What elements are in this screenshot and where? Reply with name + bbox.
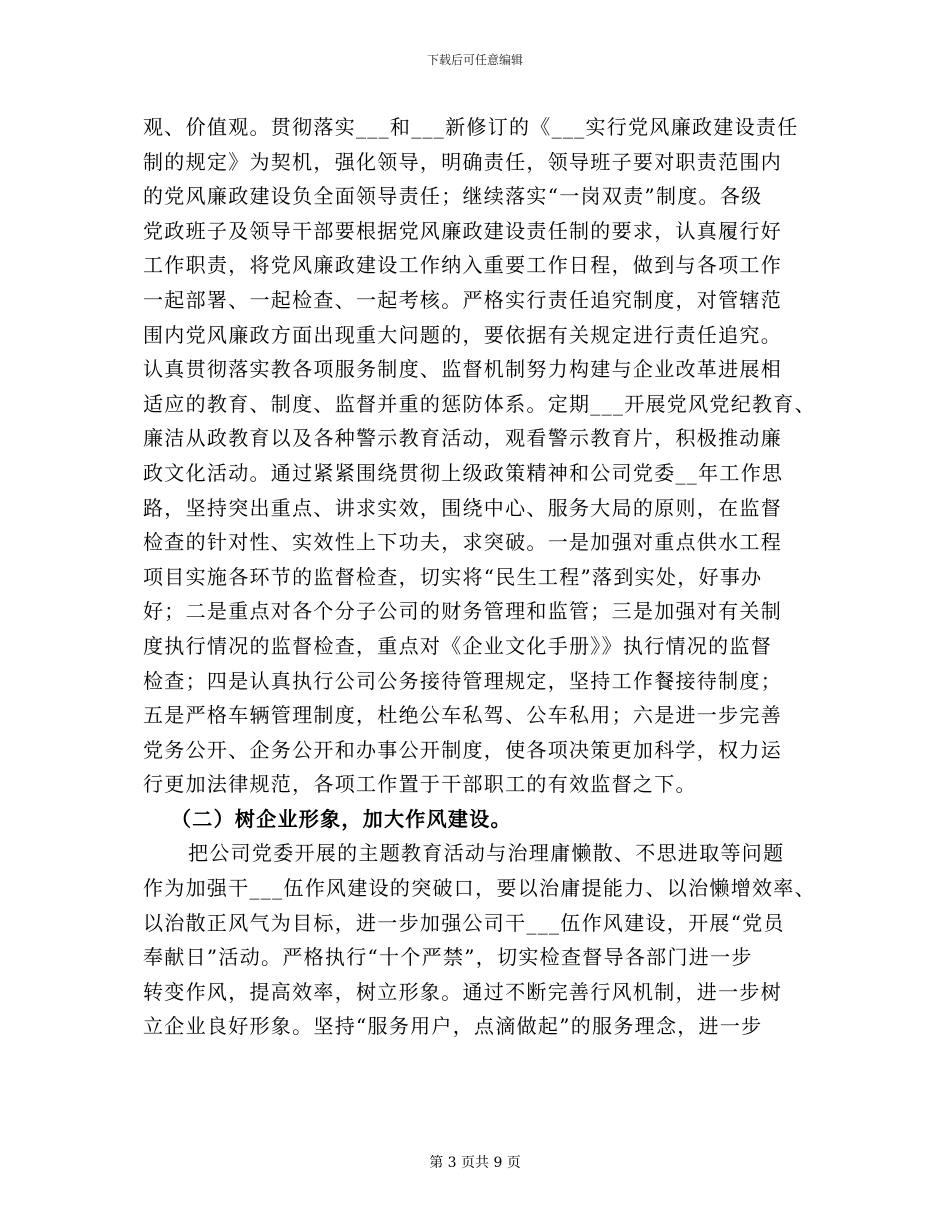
body-line: 转变作风，提高效率，树立形象。通过不断完善行风机制，进一步树 xyxy=(143,979,782,1004)
body-line: 适应的教育、制度、监督并重的惩防体系。定期___开展党风党纪教育、 xyxy=(143,391,816,416)
section-heading: （二）树企业形象，加大作风建设。 xyxy=(171,806,512,831)
body-line: 把公司党委开展的主题教育活动与治理庸懒散、不思进取等问题 xyxy=(188,841,785,866)
body-line: 路，坚持突出重点、讲求实效，围绕中心、服务大局的原则，在监督 xyxy=(143,495,782,520)
body-line: 检查的针对性、实效性上下功夫，求突破。一是加强对重点供水工程 xyxy=(143,530,782,555)
body-line: 党政班子及领导干部要根据党风廉政建设责任制的要求，认真履行好 xyxy=(143,218,782,243)
document-body xyxy=(143,110,833,1044)
body-line: 工作职责，将党风廉政建设工作纳入重要工作日程，做到与各项工作 xyxy=(143,253,782,278)
body-line: 行更加法律规范，各项工作置于干部职工的有效监督之下。 xyxy=(143,772,697,797)
page-footer xyxy=(0,1153,950,1173)
body-line: 观、价值观。贯彻落实___和___新修订的《___实行党风廉政建设责任 xyxy=(143,115,799,139)
body-line: 五是严格车辆管理制度，杜绝公车私驾、公车私用；六是进一步完善 xyxy=(143,703,782,728)
body-line: 检查；四是认真执行公司公务接待管理规定，坚持工作餐接待制度； xyxy=(143,668,782,693)
body-line: 认真贯彻落实教各项服务制度、监督机制努力构建与企业改革进展相 xyxy=(143,357,782,382)
header-note: 下载后可任意编辑 xyxy=(426,53,523,67)
body-line: 的党风廉政建设负全面领导责任；继续落实“一岗双责”制度。各级 xyxy=(143,184,763,209)
body-line: 度执行情况的监督检查，重点对《企业文化手册》》执行情况的监督 xyxy=(143,633,772,658)
body-line: 好；二是重点对各个分子公司的财务管理和监管；三是加强对有关制 xyxy=(143,599,782,624)
body-line: 以治散正风气为目标，进一步加强公司干___伍作风建设，开展“党员 xyxy=(143,910,785,935)
body-line: 围内党风廉政方面出现重大问题的，要依据有关规定进行责任追究。 xyxy=(143,322,782,347)
body-line: 政文化活动。通过紧紧围绕贯彻上级政策精神和公司党委__年工作思 xyxy=(143,460,784,485)
body-line: 项目实施各环节的监督检查，切实将“民生工程”落到实处，好事办 xyxy=(143,564,763,589)
body-line: 制的规定》为契机，强化领导，明确责任，领导班子要对职责范围内 xyxy=(143,149,782,174)
body-line: 廉洁从政教育以及各种警示教育活动，观看警示教育片，积极推动廉 xyxy=(143,426,782,451)
body-line: 作为加强干___伍作风建设的突破口，要以治庸提能力、以治懒增效率、 xyxy=(143,876,816,901)
body-line: 一起部署、一起检查、一起考核。严格实行责任追究制度，对管辖范 xyxy=(143,287,782,312)
body-line: 奉献日”活动。严格执行“十个严禁”，切实检查督导各部门进一步 xyxy=(143,945,753,970)
page-number-label: 第 3 页共 9 页 xyxy=(429,1155,521,1171)
body-line: 立企业良好形象。坚持“服务用户，点滴做起”的服务理念，进一步 xyxy=(143,1014,763,1039)
body-line: 党务公开、企务公开和办事公开制度，使各项决策更加科学，权力运 xyxy=(143,737,782,762)
